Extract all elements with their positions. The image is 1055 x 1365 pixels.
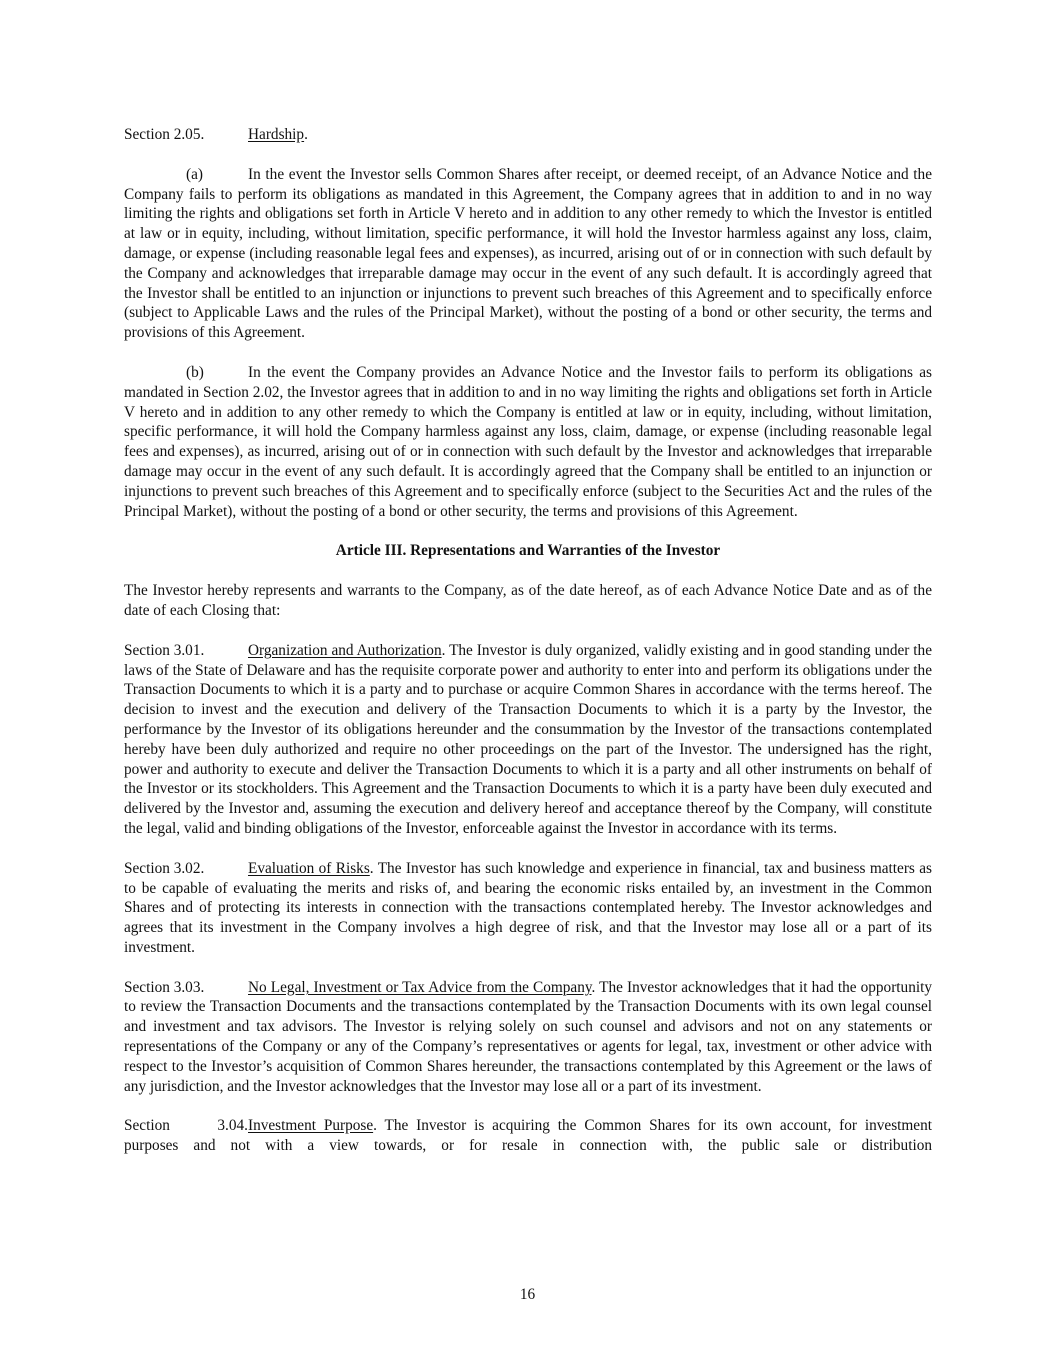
paragraph-label: (b) xyxy=(186,363,204,381)
section-number: Section 3.04. xyxy=(124,1117,248,1135)
paragraph-label: (a) xyxy=(186,165,203,183)
section-text: . The Investor is duly organized, validly existing and in good standing under the laws of the State of Delaware and has the requisite corporate power and authority to enter into and perform its obligations under the Transaction Documents to which it is a party and to purchase or acquire Common Shares in accordance with the terms hereof. The decision to invest and the execution and delivery of the Transaction Documents to which it is a party by the Investor, the performance by the Investor of its obligations hereunder and the consummation by the Investor of the transactions contemplated hereby have been duly authorized and require no other proceedings on the part of the Investor. The undersigned has the right, power and authority to execute and deliver the Transaction Documents to which it is a party and all other instruments on behalf of the Investor or its stockholders. This Agreement and the Transaction Documents to which it is a party have been duly executed and delivered by the Investor and, assuming the execution and delivery hereof and acceptance thereof by the Company, will constitute the legal, valid and binding obligations of the Investor, enforceable against the Investor in accordance with its terms. xyxy=(124,641,932,837)
section-title: No Legal, Investment or Tax Advice from the Company xyxy=(248,978,592,996)
section-number: Section 2.05. xyxy=(124,126,205,143)
section-title: Organization and Authorization xyxy=(248,641,442,659)
section-2-05-heading: Section 2.05. Hardship. xyxy=(124,126,308,143)
article-3-heading: Article III. Representations and Warranties of the Investor xyxy=(335,542,721,560)
paragraph-text: In the event the Investor sells Common Shares after receipt, or deemed receipt, of an Advance Notice and the Company fails to perform its obligations as mandated in this Agreement, the Company agrees that in addition to and in no way limiting the rights and obligations set forth in Article V hereto and in addition to any other remedy to which the Investor is entitled at law or in equity, including, without limitation, specific performance, it will hold the Investor harmless against any loss, claim, damage, or expense (including reasonable legal fees and expenses), as incurred, arising out of or in connection with such default by the Company and acknowledges that irreparable damage may occur in the event of any such default. It is accordingly agreed that the Investor shall be entitled to an injunction or injunctions to prevent such breaches of this Agreement and to specifically enforce (subject to Applicable Laws and the rules of the Principal Market), without the posting of a bond or other security, the terms and provisions of this Agreement. xyxy=(124,165,932,342)
section-title: Evaluation of Risks xyxy=(248,859,370,877)
section-3-01 xyxy=(124,641,932,839)
document-page xyxy=(124,125,932,1176)
paragraph-text: In the event the Company provides an Advance Notice and the Investor fails to perform its obligations as mandated in Section 2.02, the Investor agrees that in addition to and in no way limiting the rights and obligations set forth in Article V hereto and in addition to any other remedy to which the Company is entitled at law or in equity, including, without limitation, specific performance, it will hold the Company harmless against any loss, claim, damage, or expense (including reasonable legal fees and expenses), as incurred, arising out of or in connection with such default by the Investor and acknowledges that irreparable damage may occur in the event of any such default. It is accordingly agreed that the Company shall be entitled to an injunction or injunctions to prevent such breaches of this Agreement and to specifically enforce (subject to the Securities Act and the rules of the Principal Market), without the posting of a bond or other security, the terms and provisions of this Agreement. xyxy=(124,363,932,520)
section-number: Section 3.03. xyxy=(124,978,205,996)
paragraph-2-05-b xyxy=(124,363,932,521)
section-3-04 xyxy=(124,1116,932,1156)
page-number: 16 xyxy=(519,1286,536,1303)
section-3-02 xyxy=(124,859,932,958)
section-number: Section 3.02. xyxy=(124,859,205,877)
section-text: . The Investor is acquiring the Common Shares for its own account, for investment purposes and not with a view towards, or for resale in connection with, the public sale or distribution xyxy=(124,1117,932,1155)
section-title: Hardship xyxy=(248,126,305,143)
section-text: . The Investor acknowledges that it had the opportunity to review the Transaction Documents and the transactions contemplated by the Transaction Documents with its own legal counsel and investment and tax advisors. The Investor is relying solely on such counsel and advisors and not on any statements or representations of the Company or any of the Company’s representatives or agents for legal, tax, investment or other advice with respect to the Investor’s acquisition of Common Shares hereunder, the transactions contemplated by this Agreement or the laws of any jurisdiction, and the Investor acknowledges that the Investor may lose all or a part of its investment. xyxy=(124,978,932,1095)
section-3-03 xyxy=(124,978,932,1097)
section-text: . The Investor has such knowledge and experience in financial, tax and business matters as to be capable of evaluating the merits and risks of, and bearing the economic risks entailed by, an investment in the Common Shares and of protecting its interests in connection with the transactions contemplated hereby. The Investor acknowledges and agrees that its investment in the Company involves a high degree of risk, and that the Investor may lose all or a part of its investment. xyxy=(124,859,933,956)
article-3-intro: The Investor hereby represents and warrants to the Company, as of the date hereof, as of each Advance Notice Date and as of the date of each Closing that: xyxy=(124,582,932,619)
section-title: Investment Purpose xyxy=(248,1117,374,1135)
paragraph-2-05-a xyxy=(124,165,932,343)
section-number: Section 3.01. xyxy=(124,641,205,659)
